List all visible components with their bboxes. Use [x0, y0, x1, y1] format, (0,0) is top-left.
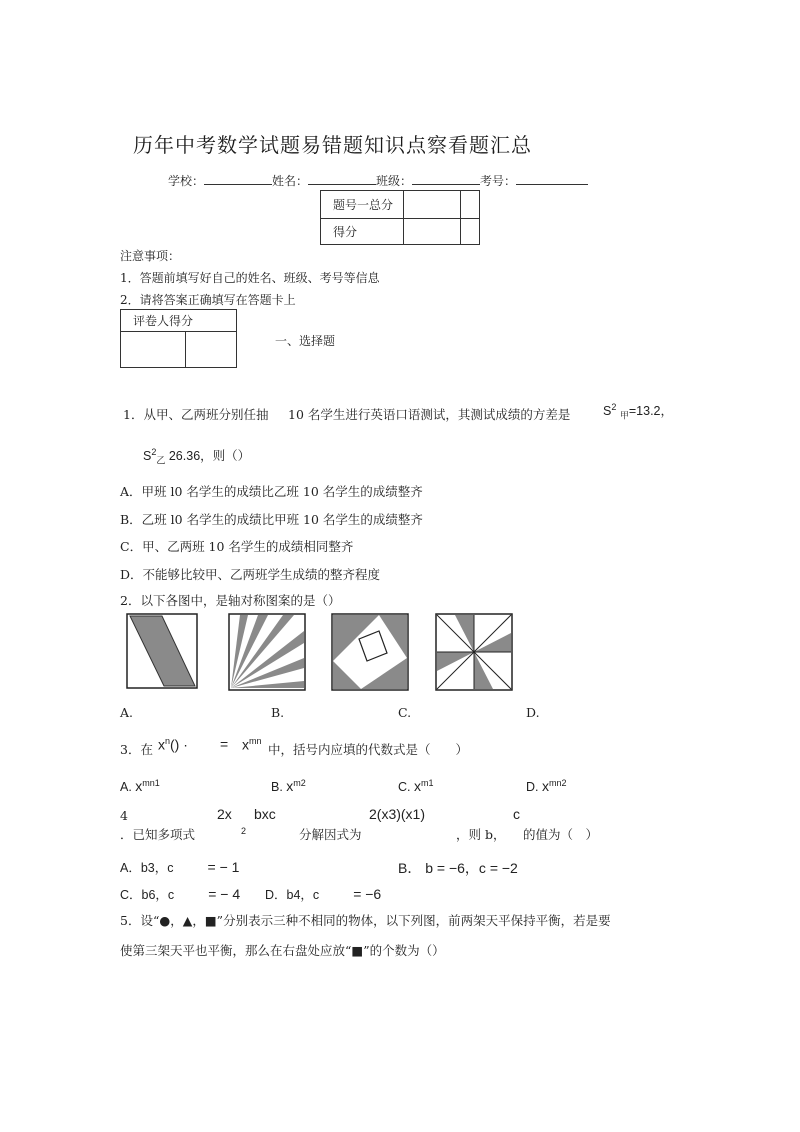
q2-figure-b[interactable]	[228, 613, 306, 691]
score-table-cell	[404, 191, 461, 219]
q3-dot: ·	[183, 736, 188, 753]
exam-no-label: 考号：	[480, 174, 517, 188]
q5-line-1: 5．设“●，▲，■”分别表示三种不相同的物体，以下列图，前两架天平保持平衡，若是要	[120, 913, 611, 928]
q4-option-c-val: = − 4	[208, 886, 241, 902]
q4-option-d-val: = −6	[353, 886, 382, 902]
name-label: 姓名：	[272, 174, 309, 188]
q3-x1: x	[158, 736, 165, 753]
q4-text1: ．已知多项式	[120, 827, 196, 842]
q1-s-jia-base: S	[603, 404, 612, 418]
q1-stem-b: 10 名学生进行英语口语测试，其测试成绩的方差是	[288, 407, 571, 422]
q4-text4: 的值为（ ）	[523, 827, 599, 842]
q3-option-a-sup: mn1	[142, 778, 160, 788]
q4-option-a-label: A．	[120, 861, 141, 875]
notes-item-2: 2．请将答案正确填写在答题卡上	[120, 293, 296, 307]
q2-figure-d[interactable]	[435, 613, 513, 691]
score-table-header: 题号一总分	[321, 191, 404, 219]
q3-option-c-base: x	[413, 778, 421, 795]
q3-option-d[interactable]	[526, 778, 567, 794]
q4-option-d-text: b4，c	[286, 888, 320, 902]
grader-table-cell	[121, 332, 186, 368]
q3-option-c-label: C.	[398, 780, 411, 795]
q3-option-c[interactable]	[398, 778, 434, 794]
q3-x2-sup: mn	[249, 736, 262, 746]
q1-s-jia	[603, 401, 673, 422]
q3-option-d-sup: mn2	[548, 778, 567, 788]
q2-option-b[interactable]: B.	[271, 705, 285, 720]
q4-text2: 分解因式为	[299, 827, 362, 842]
q1-option-a[interactable]: A．甲班 l0 名学生的成绩比乙班 10 名学生的成绩整齐	[120, 484, 423, 499]
q3-option-b[interactable]	[271, 778, 306, 794]
q3-option-b-sup: m2	[293, 778, 306, 788]
q1-s-yi	[143, 446, 250, 467]
q2-figure-a[interactable]	[126, 613, 198, 689]
info-row	[168, 172, 588, 189]
q4-option-a-val: = − 1	[207, 859, 240, 875]
score-table-row-label: 得分	[321, 219, 404, 245]
q4-option-c-text: b6，c	[141, 888, 175, 902]
exam-no-blank[interactable]	[516, 172, 588, 185]
grader-table	[120, 309, 237, 368]
q2-option-d[interactable]: D.	[526, 705, 540, 720]
q4-poly-sub: 2	[241, 826, 247, 836]
q3-lhs	[158, 736, 188, 753]
q4-option-c-label: C．	[120, 888, 142, 902]
score-table	[320, 190, 480, 245]
q1-s-yi-base: S	[143, 449, 152, 463]
q3-option-b-label: B.	[271, 780, 283, 795]
q3-eq: =	[220, 736, 229, 752]
class-blank[interactable]	[412, 172, 480, 185]
q1-s-jia-sub: 甲	[619, 411, 629, 422]
q4-option-d[interactable]	[265, 885, 381, 903]
q1-s-yi-val: 26.36，则（）	[168, 449, 251, 463]
q4-factor: 2(x3)(x1)	[369, 806, 426, 822]
grader-table-cell	[186, 332, 237, 368]
q3-option-c-sup: m1	[420, 778, 434, 788]
q4-option-a[interactable]	[120, 858, 239, 876]
q3-x1-sup: n	[165, 736, 171, 746]
q3-suffix: 中，括号内应填的代数式是（ ）	[268, 742, 469, 757]
q1-option-b[interactable]: B．乙班 l0 名学生的成绩比甲班 10 名学生的成绩整齐	[120, 512, 423, 527]
score-table-cell	[461, 191, 480, 219]
q1-s-yi-sub: 乙	[156, 456, 166, 467]
school-label: 学校：	[168, 174, 205, 188]
q1-s-jia-val: =13.2，	[628, 404, 673, 418]
q3-x2: x	[242, 736, 249, 753]
q1-s-yi-sup: 2	[151, 446, 157, 457]
q1-stem-a: 1．从甲、乙两班分别任抽	[123, 407, 269, 422]
q1-option-d[interactable]: D．不能够比较甲、乙两班学生成绩的整齐程度	[120, 567, 381, 582]
q4-option-c[interactable]	[120, 885, 240, 903]
q4-option-b[interactable]: B． b = −6，c = −2	[398, 860, 518, 876]
q2-figure-c[interactable]	[331, 613, 409, 691]
q2-option-a[interactable]: A.	[120, 705, 134, 720]
q4-option-d-label: D．	[265, 888, 287, 902]
q4-option-a-text: b3，c	[140, 861, 174, 875]
q3-option-b-base: x	[286, 778, 294, 795]
q1-s-jia-sup: 2	[611, 401, 617, 412]
q3-rhs	[242, 736, 262, 753]
q3-prefix: 3．在	[120, 742, 153, 757]
name-blank[interactable]	[308, 172, 376, 185]
q4-num: 4	[120, 808, 128, 823]
q3-option-d-base: x	[541, 778, 549, 795]
notes-item-1: 1．答题前填写好自己的姓名、班级、考号等信息	[120, 271, 380, 285]
grader-table-header: 评卷人得分	[121, 310, 237, 332]
school-blank[interactable]	[204, 172, 272, 185]
q3-paren: ()	[170, 736, 180, 753]
class-label: 班级：	[376, 174, 413, 188]
page-title: 历年中考数学试题易错题知识点察看题汇总	[133, 133, 532, 157]
q4-text3: ，则 b，	[456, 827, 506, 842]
q3-option-a-base: x	[135, 778, 143, 795]
section-title: 一、选择题	[275, 334, 336, 348]
score-table-cell	[404, 219, 461, 245]
q2-option-c[interactable]: C.	[398, 705, 412, 720]
q2-stem: 2．以下各图中，是轴对称图案的是（）	[120, 593, 341, 608]
q3-option-a-label: A.	[120, 780, 132, 795]
q4-c-letter: c	[513, 806, 520, 822]
q3-option-d-label: D.	[526, 780, 539, 795]
q4-poly-bxc: bxc	[254, 806, 276, 822]
q5-line-2: 使第三架天平也平衡，那么在右盘处应放“■”的个数为（）	[120, 943, 445, 958]
q3-option-a[interactable]	[120, 778, 160, 794]
q4-poly-2x: 2x	[217, 806, 232, 822]
score-table-cell	[461, 219, 480, 245]
q1-option-c[interactable]: C．甲、乙两班 10 名学生的成绩相同整齐	[120, 539, 354, 554]
notes-heading: 注意事项：	[120, 249, 181, 263]
